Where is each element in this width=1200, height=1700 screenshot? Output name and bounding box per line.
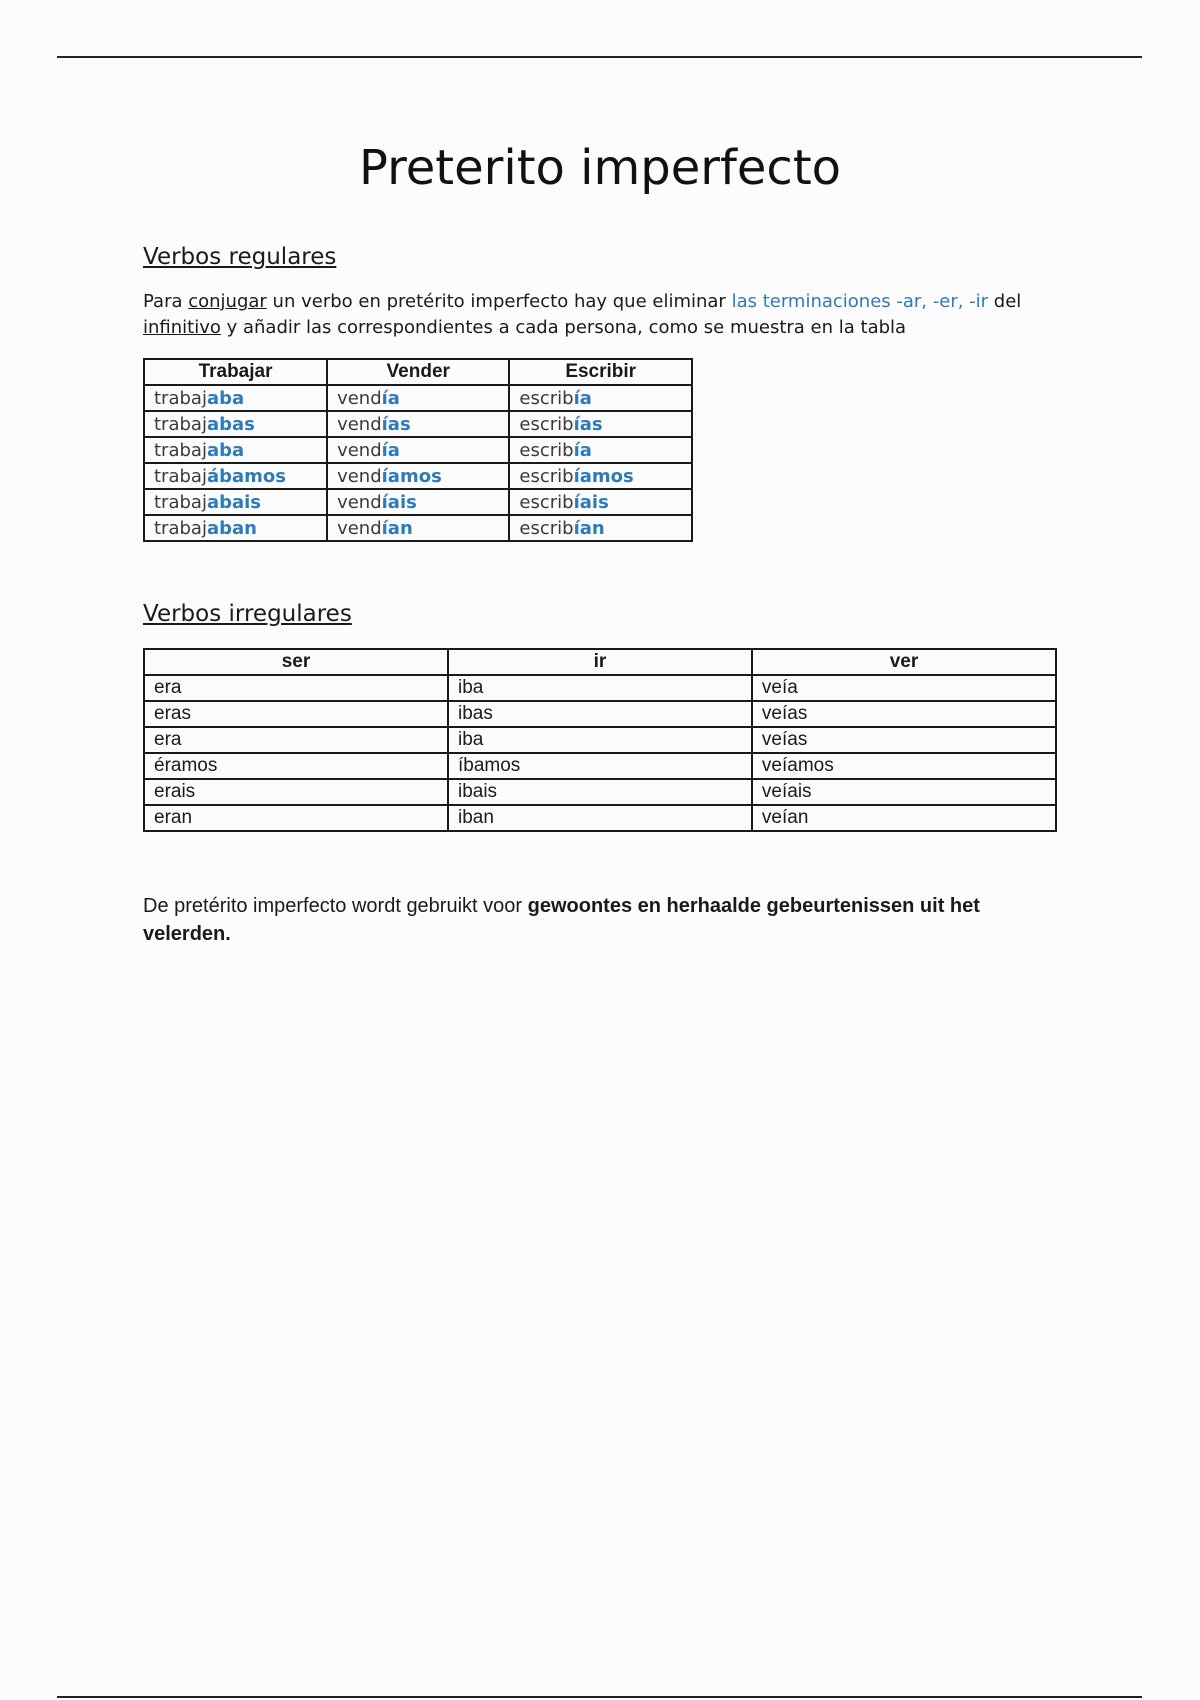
verb-ending: aba [206, 387, 245, 409]
verb-ending: ías [381, 413, 411, 435]
table-cell: erais [144, 779, 448, 805]
table-cell: iba [448, 727, 752, 753]
verb-stem: trabaj [154, 387, 207, 409]
section-heading-regular: Verbos regulares [143, 244, 337, 270]
table-cell: éramos [144, 753, 448, 779]
verb-ending: íais [381, 491, 417, 513]
table-row [144, 437, 692, 463]
verb-ending: abas [206, 413, 255, 435]
table-cell: iba [448, 675, 752, 701]
verb-stem: escrib [519, 465, 574, 487]
table-cell [327, 515, 509, 541]
verb-ending: ía [573, 439, 592, 461]
column-header: ver [752, 649, 1056, 675]
table-row [144, 489, 692, 515]
table-row [144, 675, 1056, 701]
table-row [144, 385, 692, 411]
intro-text: y añadir las correspondientes a cada persona, como se muestra en la tabla [220, 317, 907, 338]
verb-ending: ía [381, 387, 400, 409]
table-cell: veías [752, 727, 1056, 753]
verb-ending: ían [573, 517, 605, 539]
table-cell: eras [144, 701, 448, 727]
footer-rule [57, 1696, 1142, 1698]
column-header: ser [144, 649, 448, 675]
table-cell: iban [448, 805, 752, 831]
verb-stem: trabaj [154, 491, 207, 513]
regular-verbs-table [143, 358, 693, 542]
table-cell [509, 437, 692, 463]
verb-ending: ábamos [206, 465, 286, 487]
term-conjugar: conjugar [188, 291, 267, 312]
table-cell [144, 385, 327, 411]
table-row [144, 753, 1056, 779]
table-cell [327, 463, 509, 489]
usage-note [143, 892, 1023, 948]
table-cell: ibais [448, 779, 752, 805]
verb-stem: escrib [519, 413, 574, 435]
table-cell [327, 437, 509, 463]
column-header: Trabajar [144, 359, 327, 385]
table-cell [509, 489, 692, 515]
table-row [144, 411, 692, 437]
verb-stem: trabaj [154, 465, 207, 487]
verb-stem: vend [337, 387, 382, 409]
table-cell: era [144, 675, 448, 701]
term-endings: las terminaciones -ar, -er, -ir [731, 291, 989, 312]
table-row [144, 805, 1056, 831]
header-rule [57, 56, 1142, 58]
verb-stem: vend [337, 413, 382, 435]
verb-stem: escrib [519, 491, 574, 513]
verb-ending: aban [206, 517, 257, 539]
table-row [144, 701, 1056, 727]
table-cell: eran [144, 805, 448, 831]
verb-stem: vend [337, 439, 382, 461]
table-row [144, 727, 1056, 753]
verb-ending: ía [573, 387, 592, 409]
table-cell [144, 411, 327, 437]
intro-text: del [988, 291, 1022, 312]
section-heading-irregular: Verbos irregulares [143, 601, 352, 627]
verb-stem: vend [337, 517, 382, 539]
intro-text: un verbo en pretérito imperfecto hay que eliminar [266, 291, 732, 312]
verb-ending: aba [206, 439, 245, 461]
table-row [144, 515, 692, 541]
irregular-verbs-table [143, 648, 1057, 832]
verb-stem: vend [337, 491, 382, 513]
verb-ending: íamos [573, 465, 634, 487]
term-infinitivo: infinitivo [143, 317, 221, 338]
verb-ending: ían [381, 517, 413, 539]
verb-ending: ías [573, 413, 603, 435]
table-cell: ibas [448, 701, 752, 727]
table-cell [509, 411, 692, 437]
column-header: Escribir [509, 359, 692, 385]
table-cell: veíais [752, 779, 1056, 805]
table-cell: era [144, 727, 448, 753]
table-row [144, 463, 692, 489]
verb-ending: íamos [381, 465, 442, 487]
table-cell: veías [752, 701, 1056, 727]
table-cell [509, 385, 692, 411]
note-text: De pretérito imperfecto wordt gebruikt voor [143, 895, 528, 917]
note-emphasis: gewoontes en herhaalde gebeurtenissen uit het velerden. [143, 895, 980, 945]
verb-ending: ía [381, 439, 400, 461]
table-header-row [144, 359, 692, 385]
table-cell [144, 437, 327, 463]
table-row [144, 779, 1056, 805]
table-cell [144, 515, 327, 541]
verb-ending: íais [573, 491, 609, 513]
page-title: Preterito imperfecto [358, 140, 841, 196]
verb-ending: abais [206, 491, 262, 513]
table-cell: íbamos [448, 753, 752, 779]
verb-stem: trabaj [154, 439, 207, 461]
verb-stem: trabaj [154, 517, 207, 539]
table-cell [327, 411, 509, 437]
column-header: ir [448, 649, 752, 675]
table-cell [144, 463, 327, 489]
column-header: Vender [327, 359, 509, 385]
table-cell: veía [752, 675, 1056, 701]
table-cell: veían [752, 805, 1056, 831]
table-cell [509, 463, 692, 489]
verb-stem: trabaj [154, 413, 207, 435]
table-cell [327, 489, 509, 515]
table-cell [509, 515, 692, 541]
verb-stem: escrib [519, 387, 574, 409]
intro-paragraph [143, 289, 1023, 341]
table-cell [144, 489, 327, 515]
table-cell: veíamos [752, 753, 1056, 779]
verb-stem: vend [337, 465, 382, 487]
table-header-row [144, 649, 1056, 675]
verb-stem: escrib [519, 517, 574, 539]
verb-stem: escrib [519, 439, 574, 461]
table-cell [327, 385, 509, 411]
intro-text: Para [143, 291, 189, 312]
